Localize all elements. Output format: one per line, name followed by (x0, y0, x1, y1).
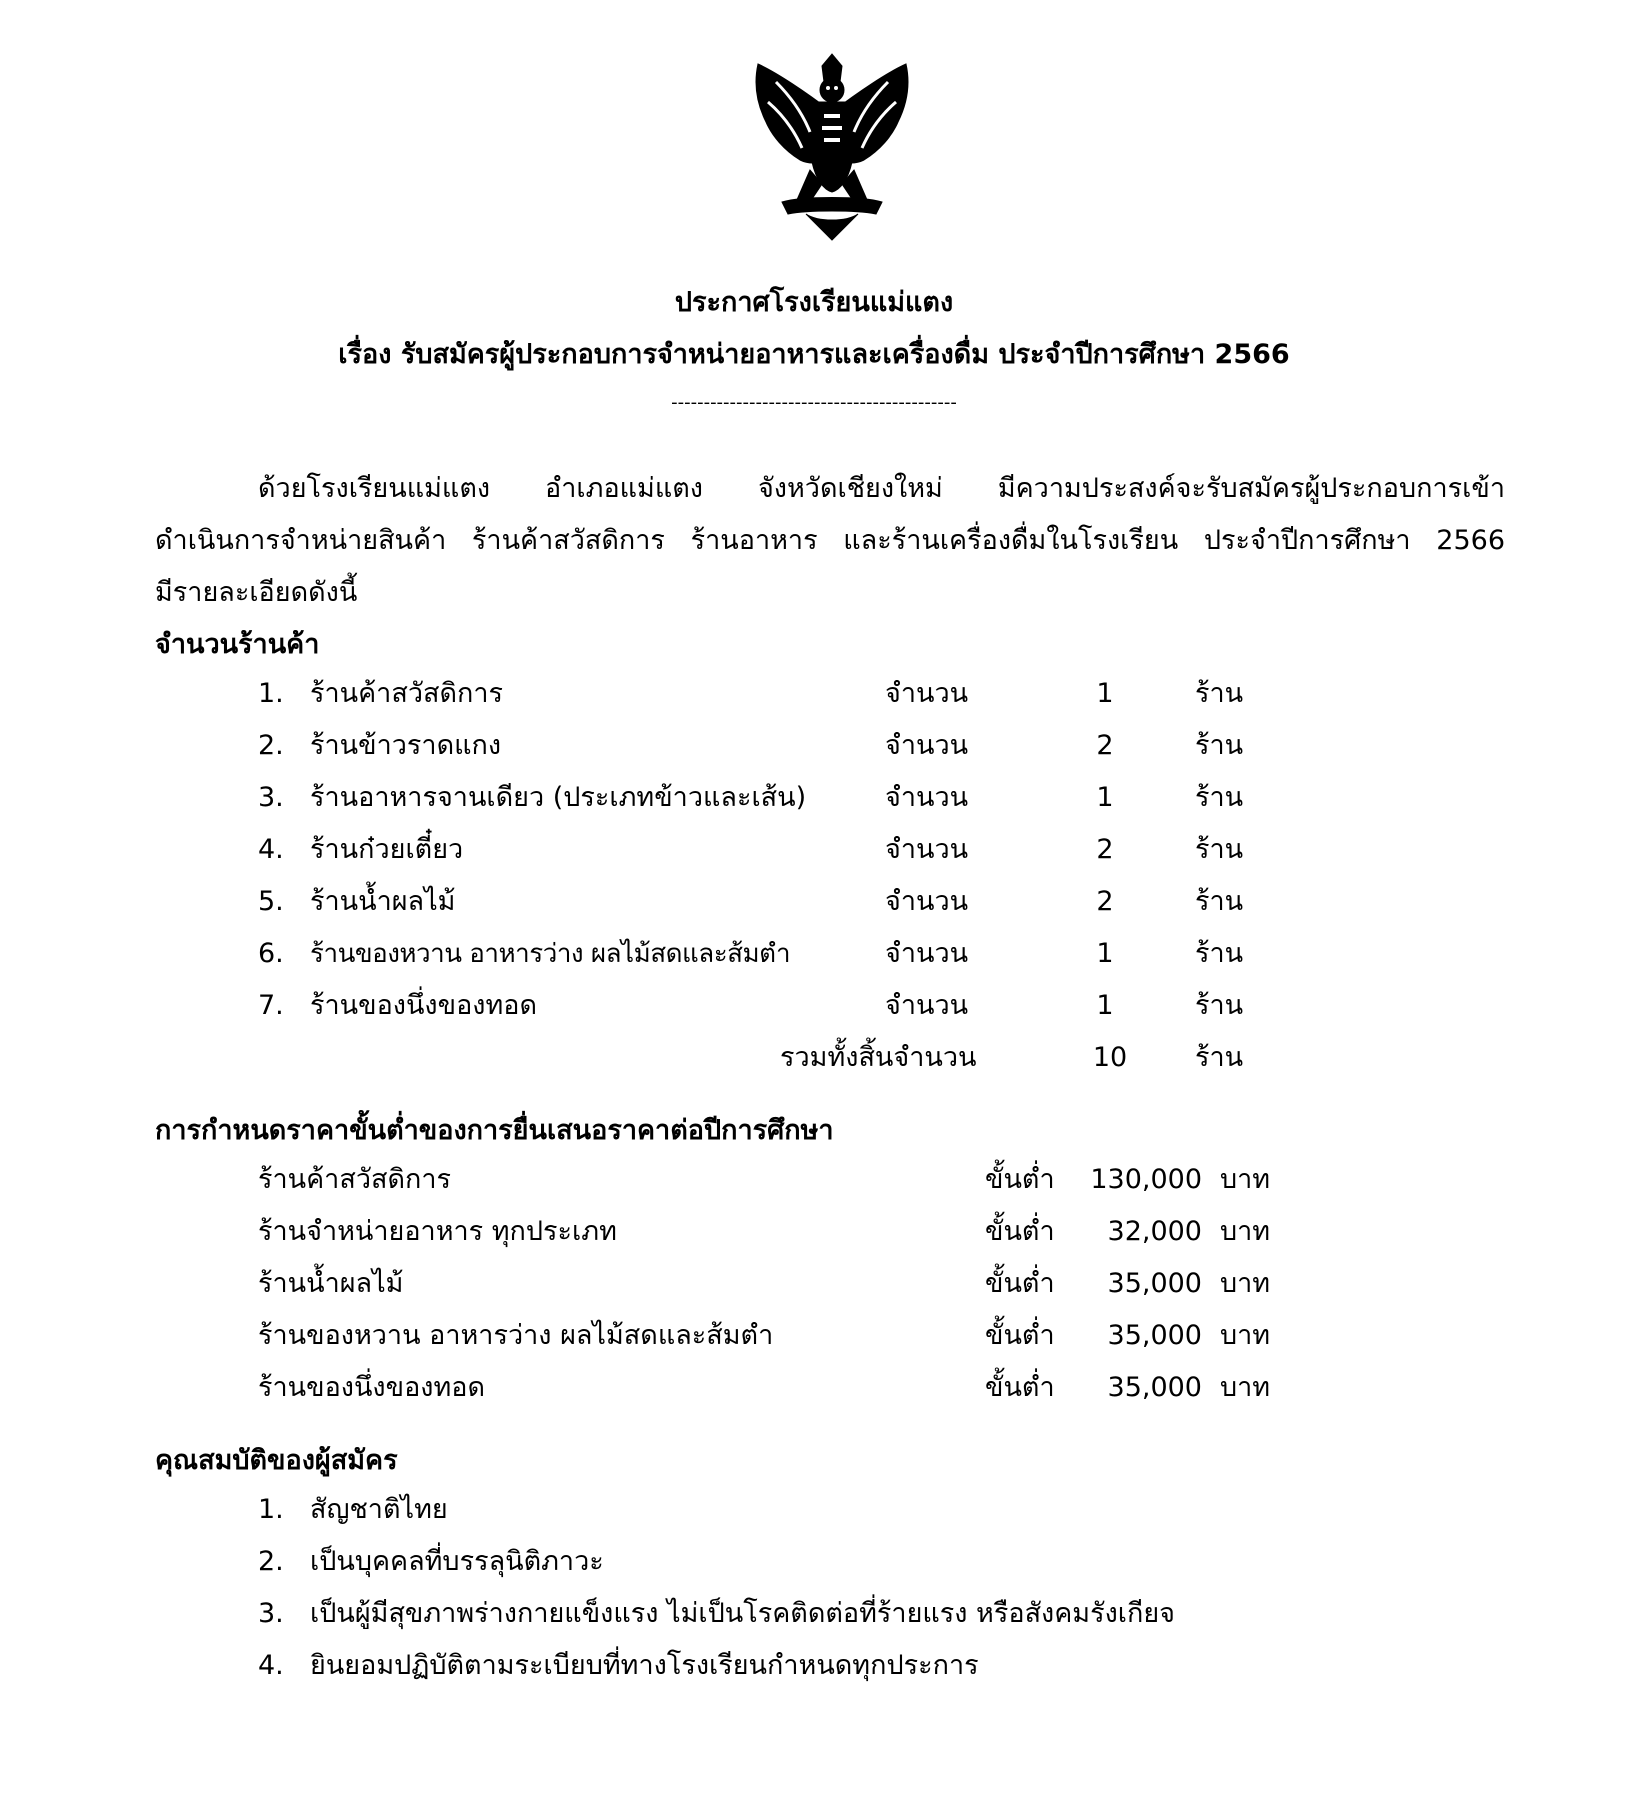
qualification-number: 1. (258, 1494, 284, 1525)
price-amount: 35,000 (1107, 1372, 1202, 1403)
count-label: จำนวน (885, 834, 969, 865)
qualification-text: เป็นผู้มีสุขภาพร่างกายแข็งแรง ไม่เป็นโรคติดต่อที่ร้ายแรง หรือสังคมรังเกียจ (310, 1598, 1176, 1629)
shop-unit: ร้าน (1195, 782, 1244, 813)
garuda-emblem-icon (736, 52, 928, 244)
price-unit: บาท (1220, 1268, 1271, 1299)
shop-unit: ร้าน (1195, 678, 1244, 709)
count-label: จำนวน (885, 938, 969, 969)
shop-number: 2. (258, 730, 284, 761)
count-label: จำนวน (885, 678, 969, 709)
price-shop-name: ร้านจำหน่ายอาหาร ทุกประเภท (258, 1216, 617, 1247)
price-unit: บาท (1220, 1164, 1271, 1195)
total-count: 10 (1092, 1042, 1128, 1073)
title-separator: -------------------------------------------- (671, 392, 957, 413)
shop-name: ร้านข้าวราดแกง (310, 730, 502, 761)
price-amount: 35,000 (1107, 1320, 1202, 1351)
shops-heading: จำนวนร้านค้า (155, 629, 320, 660)
shop-number: 5. (258, 886, 284, 917)
shop-name: ร้านก๋วยเตี๋ยว (310, 834, 464, 865)
shop-number: 4. (258, 834, 284, 865)
shop-name: ร้านอาหารจานเดียว (ประเภทข้าวและเส้น) (310, 782, 807, 813)
shop-unit: ร้าน (1195, 990, 1244, 1021)
qualification-number: 3. (258, 1598, 284, 1629)
shop-count: 2 (1096, 886, 1114, 917)
total-label: รวมทั้งสิ้นจำนวน (780, 1042, 977, 1073)
announcement-subject: เรื่อง รับสมัครผู้ประกอบการจำหน่ายอาหารและเครื่องดื่ม ประจำปีการศึกษา 2566 (338, 339, 1290, 370)
announcement-title: ประกาศโรงเรียนแม่แตง (674, 287, 954, 318)
price-unit: บาท (1220, 1372, 1271, 1403)
qualification-text: สัญชาติไทย (310, 1494, 448, 1525)
total-unit: ร้าน (1195, 1042, 1244, 1073)
shop-number: 3. (258, 782, 284, 813)
price-shop-name: ร้านน้ำผลไม้ (258, 1268, 404, 1299)
shop-name: ร้านของหวาน อาหารว่าง ผลไม้สดและส้มตำ (310, 939, 791, 969)
qualification-number: 2. (258, 1546, 284, 1577)
shop-unit: ร้าน (1195, 886, 1244, 917)
intro-line-1: ด้วยโรงเรียนแม่แตง อำเภอแม่แตง จังหวัดเชียงใหม่ มีความประสงค์จะรับสมัครผู้ประกอบการเข้า (258, 473, 1505, 504)
minimum-label: ขั้นต่ำ (985, 1268, 1055, 1299)
minimum-label: ขั้นต่ำ (985, 1216, 1055, 1247)
count-label: จำนวน (885, 782, 969, 813)
price-amount: 130,000 (1090, 1164, 1202, 1195)
qualification-text: เป็นบุคคลที่บรรลุนิติภาวะ (310, 1546, 604, 1577)
shop-count: 1 (1096, 678, 1114, 709)
shop-count: 2 (1096, 834, 1114, 865)
shop-unit: ร้าน (1195, 938, 1244, 969)
shop-unit: ร้าน (1195, 834, 1244, 865)
price-amount: 32,000 (1107, 1216, 1202, 1247)
count-label: จำนวน (885, 730, 969, 761)
shop-number: 1. (258, 678, 284, 709)
minimum-label: ขั้นต่ำ (985, 1320, 1055, 1351)
count-label: จำนวน (885, 886, 969, 917)
shop-count: 2 (1096, 730, 1114, 761)
shop-count: 1 (1096, 938, 1114, 969)
price-shop-name: ร้านค้าสวัสดิการ (258, 1164, 452, 1195)
qualifications-heading: คุณสมบัติของผู้สมัคร (155, 1445, 398, 1476)
shop-name: ร้านน้ำผลไม้ (310, 886, 456, 917)
price-unit: บาท (1220, 1320, 1271, 1351)
shop-name: ร้านค้าสวัสดิการ (310, 678, 504, 709)
price-shop-name: ร้านของหวาน อาหารว่าง ผลไม้สดและส้มตำ (258, 1320, 774, 1351)
shop-name: ร้านของนึ่งของทอด (310, 990, 538, 1021)
shop-number: 7. (258, 990, 284, 1021)
price-unit: บาท (1220, 1216, 1271, 1247)
shop-count: 1 (1096, 782, 1114, 813)
shop-unit: ร้าน (1195, 730, 1244, 761)
count-label: จำนวน (885, 990, 969, 1021)
minimum-label: ขั้นต่ำ (985, 1372, 1055, 1403)
intro-line-3: มีรายละเอียดดังนี้ (155, 577, 358, 608)
intro-line-2: ดำเนินการจำหน่ายสินค้า ร้านค้าสวัสดิการ ร้านอาหาร และร้านเครื่องดื่มในโรงเรียน ประจำปีการศึกษา 2566 (155, 525, 1505, 556)
minimum-label: ขั้นต่ำ (985, 1164, 1055, 1195)
prices-heading: การกำหนดราคาขั้นต่ำของการยื่นเสนอราคาต่อปีการศึกษา (155, 1115, 834, 1146)
price-amount: 35,000 (1107, 1268, 1202, 1299)
qualification-text: ยินยอมปฏิบัติตามระเบียบที่ทางโรงเรียนกำหนดทุกประการ (310, 1650, 979, 1681)
shop-number: 6. (258, 938, 284, 969)
price-shop-name: ร้านของนึ่งของทอด (258, 1372, 486, 1403)
qualification-number: 4. (258, 1650, 284, 1681)
shop-count: 1 (1096, 990, 1114, 1021)
